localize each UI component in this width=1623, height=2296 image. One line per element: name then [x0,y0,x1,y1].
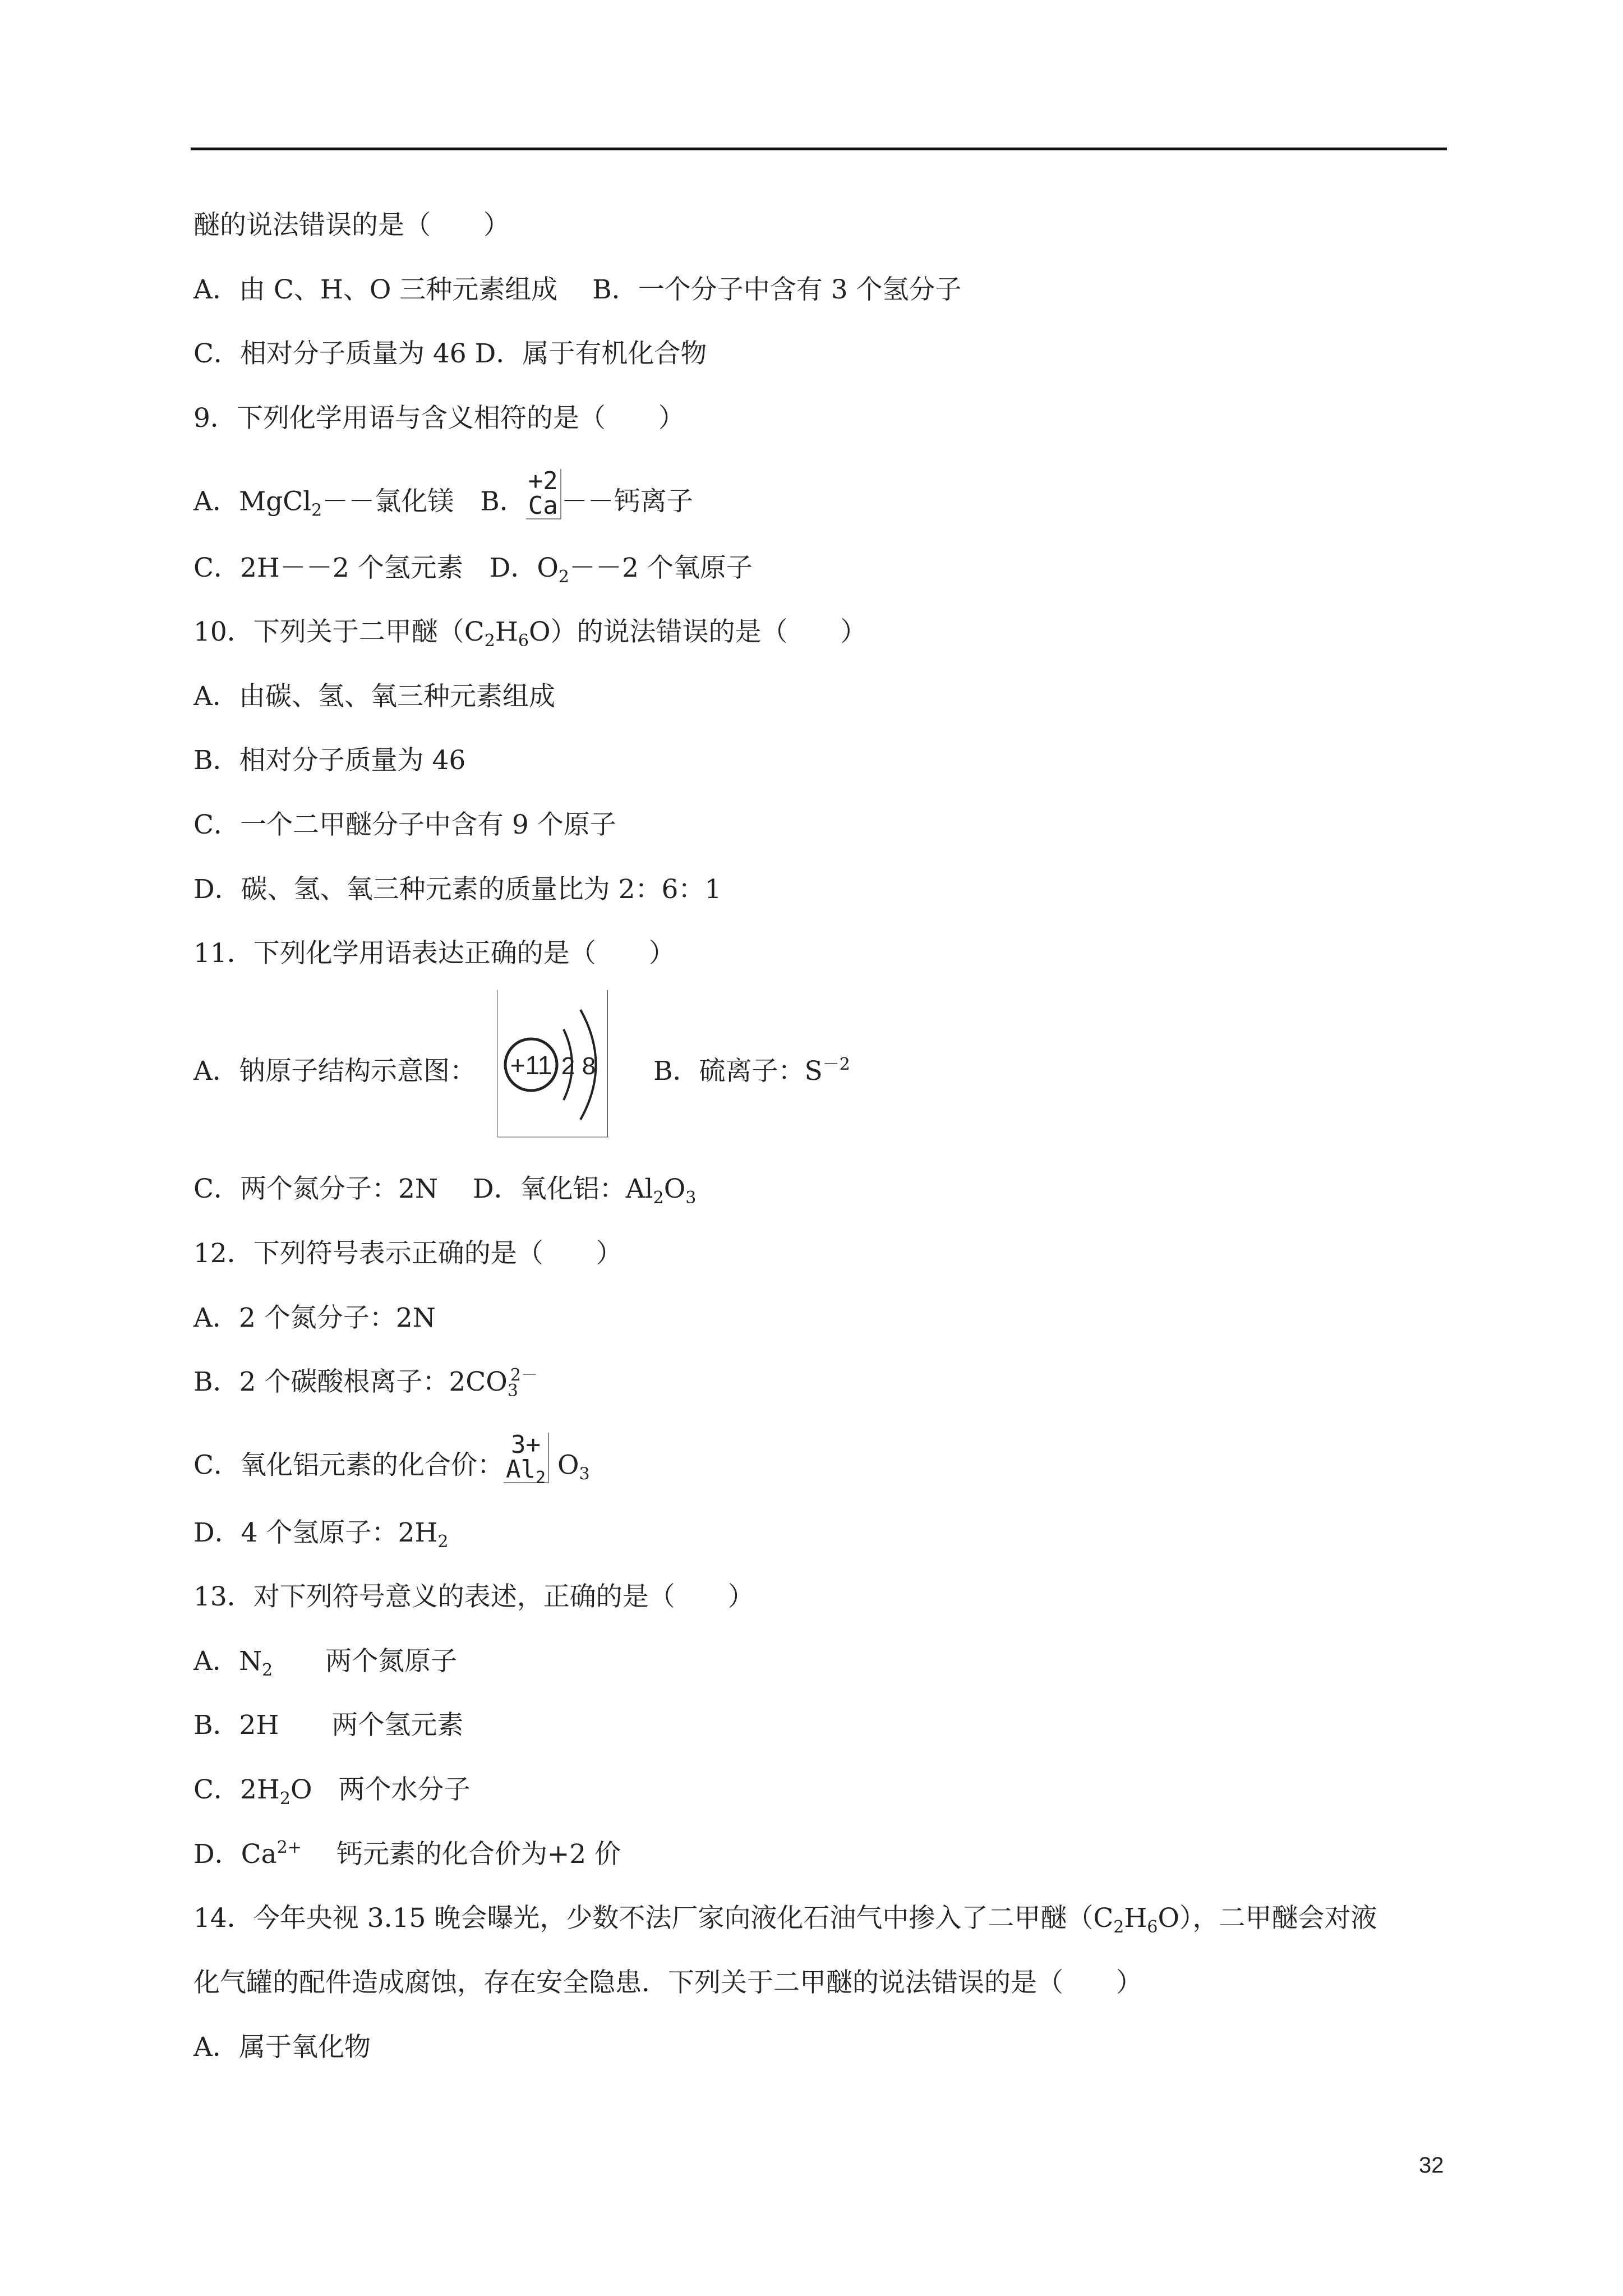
question-11-option-ab: A．钠原子结构示意图： [193,1056,476,1087]
question-13-option-a: A．$N_2$ 两个氮原子 [193,1646,458,1680]
aluminum-valence-image: 3+ $Al_2$ [504,1433,549,1486]
question-9-option-ab: A．MgCl$_2$－－氯化镁 B．+2 Ca －－钙离子 [193,477,693,530]
question-13-option-b: B．2H 两个氢元素 [193,1710,464,1741]
option-line: A．由 C、H、O 三种元素组成 B．一个分子中含有 3 个氢分子 [193,274,962,305]
question-11-option-cd: C．两个氮分子：2N D．氧化铝：$Al_2O_3$ [193,1174,697,1208]
question-11-option-b: B．硫离子：$S^{-2}$ [653,1055,850,1087]
question-10-option-b: B．相对分子质量为 46 [193,745,466,776]
question-10-option-a: A．由碳、氢、氧三种元素组成 [193,681,555,712]
question-12: 12．下列符号表示正确的是（ ） [193,1238,623,1269]
question-9-option-cd: C．2H－－2 个氢元素 D．$O_2--2$ 个氧原子 [193,553,753,587]
question-12-option-a: A．2 个氮分子：2N [193,1303,436,1333]
question-stem-line: 醚的说法错误的是（ ） [193,210,510,241]
question-13: 13．对下列符号意义的表述，正确的是（ ） [193,1581,754,1612]
question-12-option-c: C．氧化铝元素的化合价：3+ $Al_2$ $O_3$ [193,1430,590,1488]
shell-2-electrons: 8 [582,1052,596,1080]
header-rule [191,148,1447,150]
question-13-option-c: C．$2H_2O$ 两个水分子 [193,1774,471,1809]
question-10-option-c: C．一个二甲醚分子中含有 9 个原子 [193,809,616,840]
page-number: 32 [1419,2153,1444,2178]
calcium-valence-image: +2 Ca [526,469,561,522]
question-14-line-1: 14．今年央视 3.15 晚会曝光，少数不法厂家向液化石油气中掺入了二甲醚$(C_2H_6O)$，二甲醚会对液 [193,1903,1377,1937]
nucleus-label: +11 [510,1051,552,1080]
question-10-option-d: D．碳、氢、氧三种元素的质量比为 2：6：1 [193,874,722,905]
question-12-option-d: D．4 个氢原子：$2H_2$ [193,1517,449,1552]
question-12-option-b: B．2 个碳酸根离子：$2CO_3^{2-}$ [193,1365,538,1401]
question-11: 11．下列化学用语表达正确的是（ ） [193,938,675,969]
question-14-line-2: 化气罐的配件造成腐蚀，存在安全隐患．下列关于二甲醚的说法错误的是（ ） [193,1967,1142,1998]
question-9: 9．下列化学用语与含义相符的是（ ） [193,403,685,434]
option-line: C．相对分子质量为 46 D．属于有机化合物 [193,338,707,369]
question-13-option-d: D．$Ca^{2+}$ 钙元素的化合价为+2 价 [193,1838,621,1870]
question-14-option-a: A．属于氧化物 [193,2032,371,2063]
question-10: 10．下列关于二甲醚$(C_2H_6O)$的说法错误的是（ ） [193,616,867,651]
shell-1-electrons: 2 [561,1052,575,1080]
sodium-atom-structure-diagram [496,990,614,1139]
